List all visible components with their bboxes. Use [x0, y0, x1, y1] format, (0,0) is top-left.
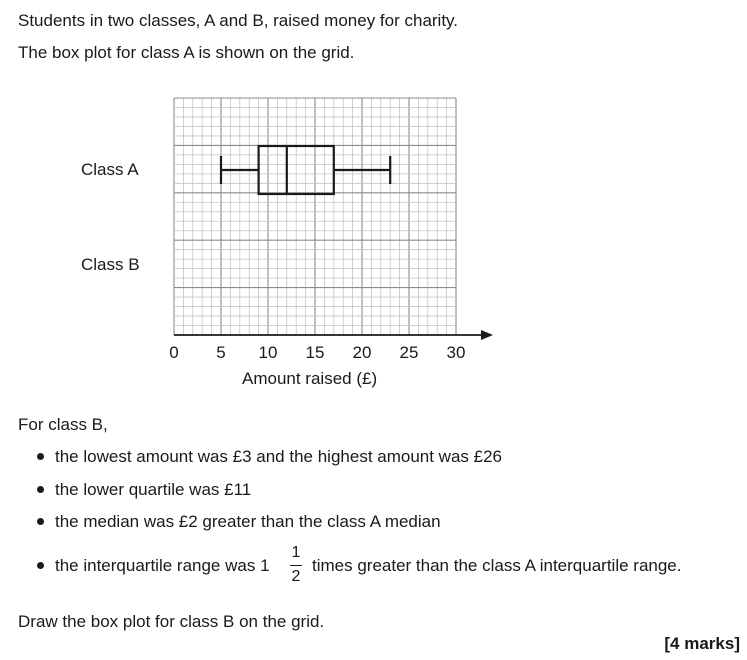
row-label-class-b: Class B [81, 255, 140, 274]
x-tick-label: 5 [216, 343, 226, 362]
x-tick-label: 10 [258, 343, 278, 362]
fraction-denominator: 2 [291, 568, 301, 585]
bullet-1: the lowest amount was £3 and the highest amount was £26 [55, 447, 503, 466]
intro-line-2: The box plot for class A is shown on the grid. [18, 43, 355, 62]
fraction-numerator: 1 [291, 544, 301, 561]
bullet-4-after: times greater than the class A interquartile range. [312, 556, 682, 575]
bullet-icon [37, 518, 44, 525]
x-axis-label: Amount raised (£) [242, 369, 378, 388]
x-tick-label: 30 [446, 343, 466, 362]
bullet-icon [37, 453, 44, 460]
bullet-icon [37, 486, 44, 493]
x-tick-label: 25 [399, 343, 419, 362]
fraction-bar [290, 565, 302, 566]
x-tick-label: 0 [169, 343, 179, 362]
row-label-class-a: Class A [81, 160, 139, 179]
x-axis-arrow-icon [481, 330, 493, 340]
intro-line-1: Students in two classes, A and B, raised money for charity. [18, 11, 459, 30]
x-axis-tick-labels [169, 343, 465, 362]
bullet-2: the lower quartile was £11 [55, 480, 252, 499]
question-lead: For class B, [18, 415, 108, 434]
bullet-3: the median was £2 greater than the class A median [55, 512, 441, 531]
grid-lines [174, 98, 456, 335]
bullet-icon [37, 562, 44, 569]
x-tick-label: 15 [305, 343, 325, 362]
instruction: Draw the box plot for class B on the grid. [18, 612, 325, 631]
bullet-4-before: the interquartile range was 1 [55, 556, 270, 575]
x-tick-label: 20 [352, 343, 372, 362]
marks: [4 marks] [664, 634, 740, 653]
